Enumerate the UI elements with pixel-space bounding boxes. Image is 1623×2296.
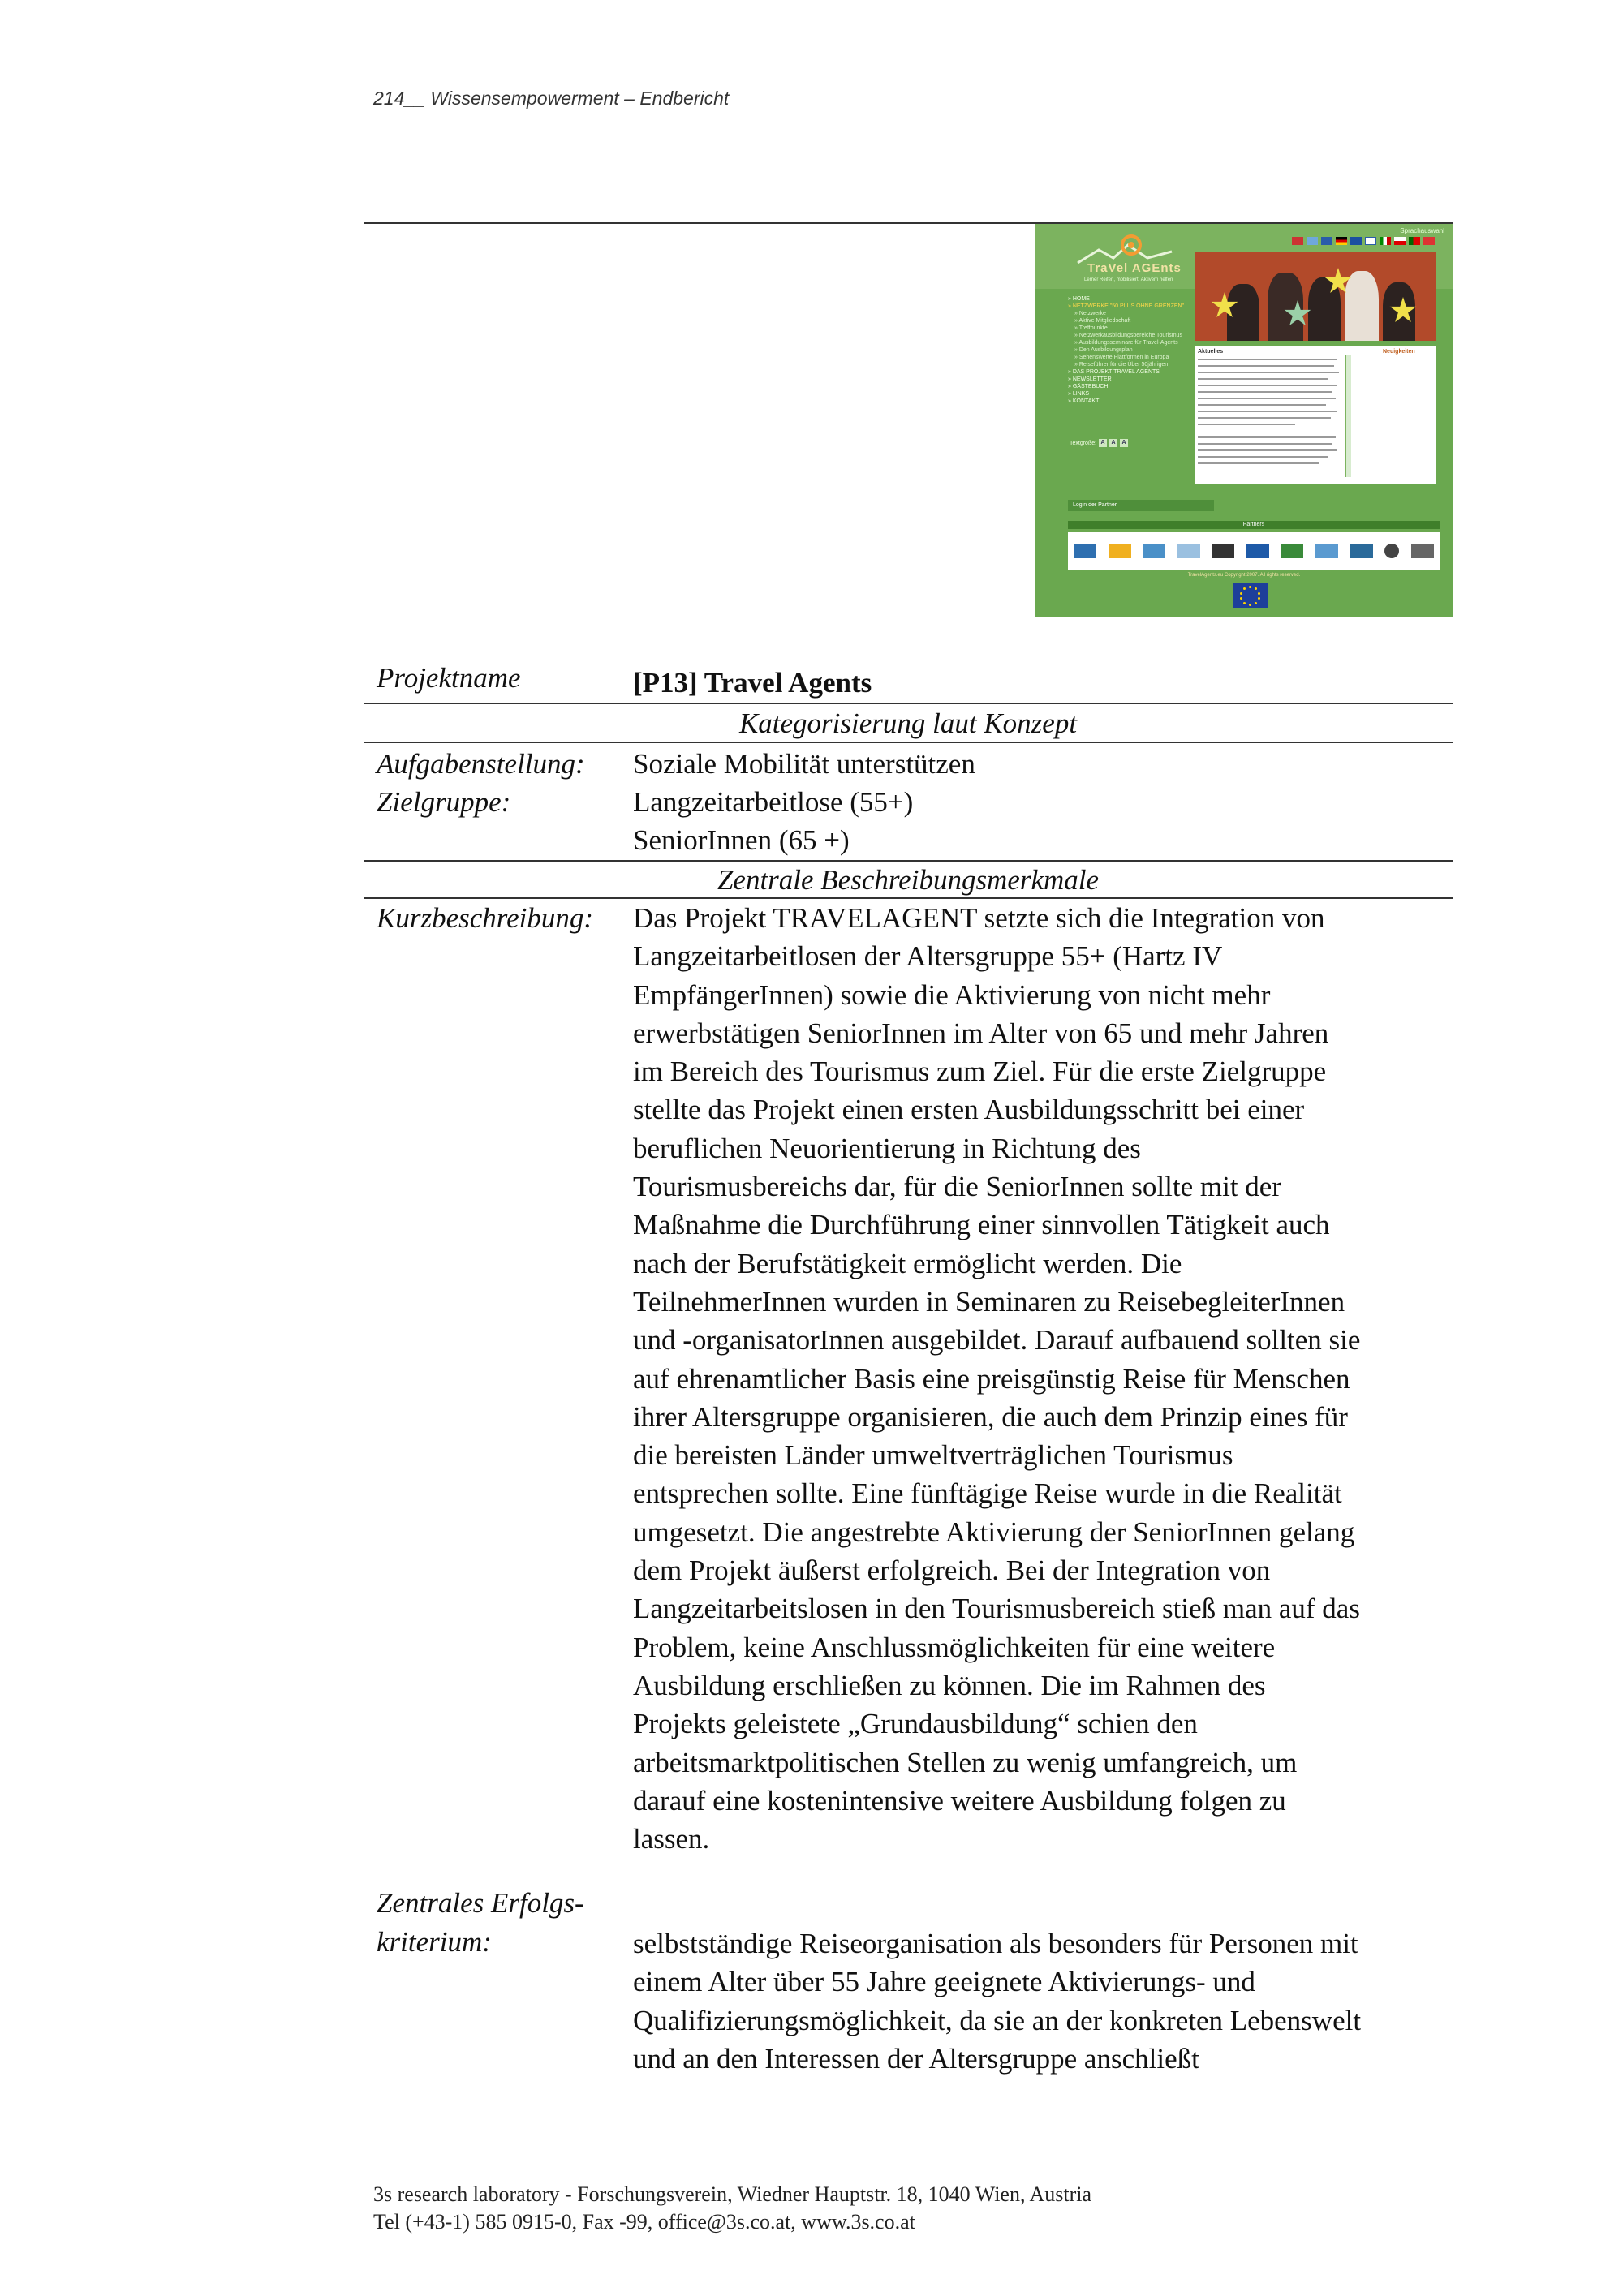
criterion-label: kriterium: bbox=[377, 1926, 492, 1958]
flag-icon bbox=[1380, 237, 1391, 245]
nav-item[interactable]: » Treffpunkte bbox=[1074, 325, 1108, 331]
partner-logo-icon bbox=[1177, 544, 1200, 558]
running-header: 214__ Wissensempowerment – Endbericht bbox=[373, 88, 730, 109]
task-value: Soziale Mobilität unterstützen bbox=[633, 748, 975, 780]
partner-logos bbox=[1068, 532, 1440, 570]
nav-item[interactable]: » Den Ausbildungsplan bbox=[1074, 347, 1133, 353]
site-navigation bbox=[1068, 295, 1190, 405]
project-name-value: [P13] Travel Agents bbox=[633, 667, 872, 699]
description-line: Projekts geleistete „Grundausbildung“ schien den bbox=[633, 1708, 1198, 1740]
language-flags bbox=[1292, 237, 1435, 245]
footer-contact: Tel (+43-1) 585 0915-0, Fax -99, office@3s.co.at, www.3s.co.at bbox=[373, 2210, 915, 2234]
site-content-panel bbox=[1195, 346, 1436, 484]
description-line: erwerbstätigen SeniorInnen im Alter von 65 und mehr Jahren bbox=[633, 1017, 1329, 1049]
criterion-label: Zentrales Erfolgs- bbox=[377, 1887, 584, 1919]
criterion-text bbox=[633, 1924, 1454, 2078]
nav-item[interactable]: » GÄSTEBUCH bbox=[1068, 384, 1109, 389]
nav-item[interactable]: » Ausbildungsseminare für Travel-Agents bbox=[1074, 340, 1178, 346]
font-size-medium-button[interactable]: A bbox=[1109, 439, 1117, 447]
content-scrollbar[interactable] bbox=[1345, 355, 1351, 477]
content-side-heading: Neuigkeiten bbox=[1383, 349, 1415, 355]
description-line: Langzeitarbeitslosen in den Tourismusbereich stieß man auf das bbox=[633, 1593, 1360, 1625]
criterion-line: Qualifizierungsmöglichkeit, da sie an der konkreten Lebenswelt bbox=[633, 2004, 1362, 2036]
criterion-line: selbstständige Reiseorganisation als besonders für Personen mit bbox=[633, 1928, 1358, 1959]
eu-flag-icon bbox=[1233, 583, 1268, 608]
description-line: arbeitsmarktpolitischen Stellen zu wenig umfangreich, um bbox=[633, 1746, 1298, 1778]
font-size-label: Textgröße: bbox=[1070, 440, 1097, 446]
nav-item[interactable]: » Aktive Mitgliedschaft bbox=[1074, 318, 1131, 324]
description-line: Das Projekt TRAVELAGENT setzte sich die Integration von bbox=[633, 902, 1325, 934]
description-line: lassen. bbox=[633, 1823, 710, 1855]
description-line: entsprechen sollte. Eine fünftägige Reise wurde in die Realität bbox=[633, 1477, 1342, 1510]
nav-item[interactable]: » DAS PROJEKT TRAVEL AGENTS bbox=[1068, 369, 1160, 375]
font-size-control bbox=[1070, 439, 1128, 447]
flag-icon bbox=[1350, 237, 1362, 245]
nav-item[interactable]: » LINKS bbox=[1068, 391, 1090, 397]
partner-logo-icon bbox=[1074, 544, 1096, 558]
partner-logo-icon bbox=[1411, 544, 1434, 558]
nav-item[interactable]: » Netzwerke bbox=[1074, 311, 1106, 316]
description-line: EmpfängerInnen) sowie die Aktivierung von nicht mehr bbox=[633, 978, 1271, 1011]
flag-icon bbox=[1409, 237, 1420, 245]
description-line: stellte das Projekt einen ersten Ausbildungsschritt bei einer bbox=[633, 1094, 1305, 1126]
nav-item[interactable]: » KONTAKT bbox=[1068, 398, 1100, 404]
category-heading: Kategorisierung laut Konzept bbox=[738, 707, 1078, 739]
description-line: darauf eine kostenintensive weitere Ausbildung folgen zu bbox=[633, 1784, 1286, 1817]
partner-logo-icon bbox=[1315, 544, 1338, 558]
flag-icon bbox=[1336, 237, 1347, 245]
footer-address: 3s research laboratory - Forschungsverein, Wiedner Hauptstr. 18, 1040 Wien, Austria bbox=[373, 2182, 1092, 2206]
flag-icon bbox=[1307, 237, 1318, 245]
page-footer bbox=[373, 2181, 1091, 2236]
target-group-value: Langzeitarbeitlose (55+) bbox=[633, 786, 914, 818]
flag-icon bbox=[1321, 237, 1332, 245]
partner-logo-icon bbox=[1281, 544, 1303, 558]
nav-item[interactable]: » HOME bbox=[1068, 296, 1090, 302]
partners-heading: Partners bbox=[1068, 521, 1440, 529]
description-line: dem Projekt äußerst erfolgreich. Bei der Integration von bbox=[633, 1554, 1271, 1587]
website-screenshot bbox=[1035, 224, 1453, 617]
description-line: Langzeitarbeitlosen der Altersgruppe 55+ (Hartz IV bbox=[633, 940, 1223, 973]
description-label: Kurzbeschreibung: bbox=[377, 902, 594, 934]
project-name-label: Projektname bbox=[377, 662, 521, 694]
logo-subtitle: Lerner Reifen, mobilisiert, Aktivern helfen bbox=[1084, 277, 1173, 282]
nav-item[interactable]: » Sehenswerte Plattformen in Europa bbox=[1074, 355, 1169, 360]
target-group-value: SeniorInnen (65 +) bbox=[633, 824, 850, 856]
task-label: Aufgabenstellung: bbox=[377, 748, 585, 780]
nav-item[interactable]: » Netzwerkausbildungsbereiche Tourismus bbox=[1074, 333, 1182, 338]
language-label: Sprachauswahl bbox=[1400, 227, 1444, 234]
nav-item[interactable]: » NETZWERKE "50 PLUS OHNE GRENZEN" bbox=[1068, 303, 1185, 309]
group-photo bbox=[1195, 252, 1436, 341]
nav-item[interactable]: » NEWSLETTER bbox=[1068, 376, 1112, 382]
partner-logo-icon bbox=[1212, 544, 1234, 558]
partner-logo-icon bbox=[1109, 544, 1131, 558]
description-line: Problem, keine Anschlussmöglichkeiten für eine weitere bbox=[633, 1631, 1276, 1663]
description-line: ihrer Altersgruppe organisieren, die auch dem Prinzip eines für bbox=[633, 1400, 1348, 1433]
partner-logo-icon bbox=[1350, 544, 1373, 558]
description-line: im Bereich des Tourismus zum Ziel. Für die erste Zielgruppe bbox=[633, 1056, 1327, 1088]
flag-icon bbox=[1423, 237, 1435, 245]
row-rule bbox=[364, 742, 1453, 743]
flag-icon bbox=[1394, 237, 1406, 245]
description-line: nach der Berufstätigkeit ermöglicht werden. Die bbox=[633, 1247, 1182, 1279]
content-heading: Aktuelles bbox=[1198, 349, 1224, 355]
description-line: beruflichen Neuorientierung in Richtung des bbox=[633, 1132, 1141, 1164]
description-line: die bereisten Länder umweltverträglichen Tourismus bbox=[633, 1439, 1233, 1472]
description-line: auf ehrenamtlicher Basis eine preisgünstig Reise für Menschen bbox=[633, 1362, 1350, 1395]
partner-logo-icon bbox=[1384, 544, 1399, 558]
features-heading: Zentrale Beschreibungsmerkmale bbox=[717, 864, 1100, 896]
target-group-label: Zielgruppe: bbox=[377, 786, 511, 818]
description-line: Tourismusbereichs dar, für die SeniorInnen sollte mit der bbox=[633, 1171, 1282, 1203]
logo-text: TraVel AGEnts bbox=[1087, 261, 1182, 275]
description-line: Ausbildung erschließen zu können. Die im Rahmen des bbox=[633, 1669, 1266, 1701]
description-line: Maßnahme die Durchführung einer sinnvollen Tätigkeit auch bbox=[633, 1209, 1330, 1241]
criterion-line: und an den Interessen der Altersgruppe anschließt bbox=[633, 2042, 1199, 2075]
partner-logo-icon bbox=[1246, 544, 1269, 558]
nav-item[interactable]: » Reiseführer für die Über 50jährigen bbox=[1074, 362, 1169, 368]
description-line: TeilnehmerInnen wurden in Seminaren zu ReisebegleiterInnen bbox=[633, 1285, 1345, 1318]
font-size-large-button[interactable]: A bbox=[1120, 439, 1128, 447]
description-text bbox=[633, 899, 1454, 1858]
criterion-line: einem Alter über 55 Jahre geeignete Aktivierungs- und bbox=[633, 1966, 1255, 1998]
flag-icon bbox=[1292, 237, 1303, 245]
partner-logo-icon bbox=[1143, 544, 1165, 558]
description-line: umgesetzt. Die angestrebte Aktivierung der SeniorInnen gelang bbox=[633, 1516, 1355, 1548]
font-size-small-button[interactable]: A bbox=[1099, 439, 1107, 447]
partner-login-button[interactable]: Login der Partner bbox=[1068, 500, 1214, 511]
site-copyright: TravelAgents.eu Copyright 2007. All rights reserved. bbox=[1187, 573, 1301, 578]
description-line: und -organisatorInnen ausgebildet. Darauf aufbauend sollten sie bbox=[633, 1324, 1361, 1357]
flag-icon bbox=[1365, 237, 1376, 245]
